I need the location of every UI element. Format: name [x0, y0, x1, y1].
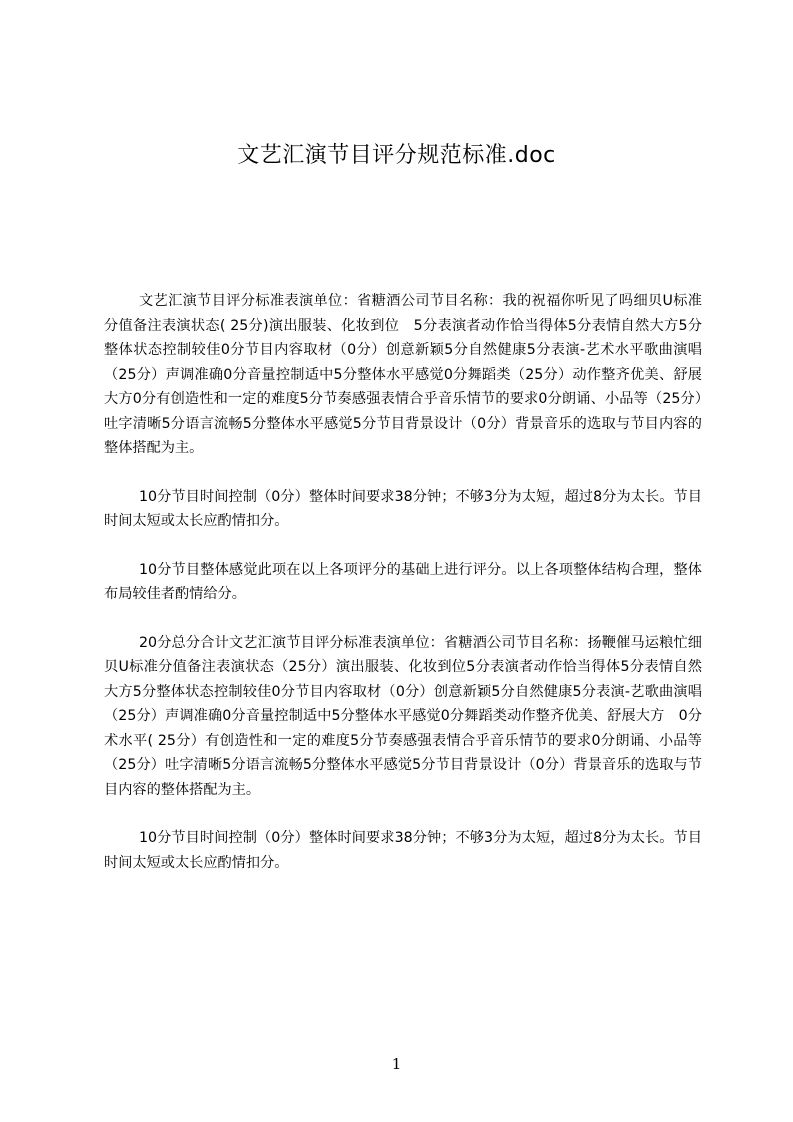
- paragraph-1: 文艺汇演节目评分标准表演单位：省糖酒公司节目名称：我的祝福你听见了吗细贝U标准分值备注表演状态( 25分)演出服装、化妆到位 5分表演者动作恰当得体5分表情自然大方5分整体状态控制较佳0分节目内容取材（0分）创意新颖5分自然健康5分表演-艺术水平歌曲演唱（25分）声调准确0分音量控制适中5分整体水平感觉0分舞蹈类（25分）动作整齐优美、舒展大方0分有创造性和一定的难度5分节奏感强表情合乎音乐情节的要求0分朗诵、小品等（25分）吐字清晰5分语言流畅5分整体水平感觉5分节目背景设计（0分）背景音乐的选取与节目内容的整体搭配为主。: [104, 293, 702, 456]
- page-number: 1: [391, 1055, 402, 1073]
- paragraph-4: 20分总分合计文艺汇演节目评分标准表演单位：省糖酒公司节目名称：扬鞭催马运粮忙细贝U标准分值备注表演状态（25分）演出服装、化妆到位5分表演者动作恰当得体5分表情自然大方5分整体状态控制较佳0分节目内容取材（0分）创意新颖5分自然健康5分表演-艺歌曲演唱（25分）声调准确0分音量控制适中5分整体水平感觉0分舞蹈类动作整齐优美、舒展大方 0分术水平( 25分）有创造性和一定的难度5分节奏感强表情合乎音乐情节的要求0分朗诵、小品等（25分）吐字清晰5分语言流畅5分整体水平感觉5分节目背景设计（0分）背景音乐的选取与节目内容的整体搭配为主。: [104, 634, 702, 798]
- document-body: [104, 289, 702, 899]
- paragraph-2: 10分节目时间控制（0分）整体时间要求38分钟；不够3分为太短，超过8分为太长。节目时间太短或太长应酌情扣分。: [104, 488, 702, 529]
- paragraph-5: 10分节目时间控制（0分）整体时间要求38分钟；不够3分为太短，超过8分为太长。节目时间太短或太长应酌情扣分。: [104, 830, 702, 871]
- document-title: 文艺汇演节目评分规范标准.doc: [237, 143, 556, 168]
- paragraph-3: 10分节目整体感觉此项在以上各项评分的基础上进行评分。以上各项整体结构合理，整体布局较佳者酌情给分。: [104, 561, 702, 602]
